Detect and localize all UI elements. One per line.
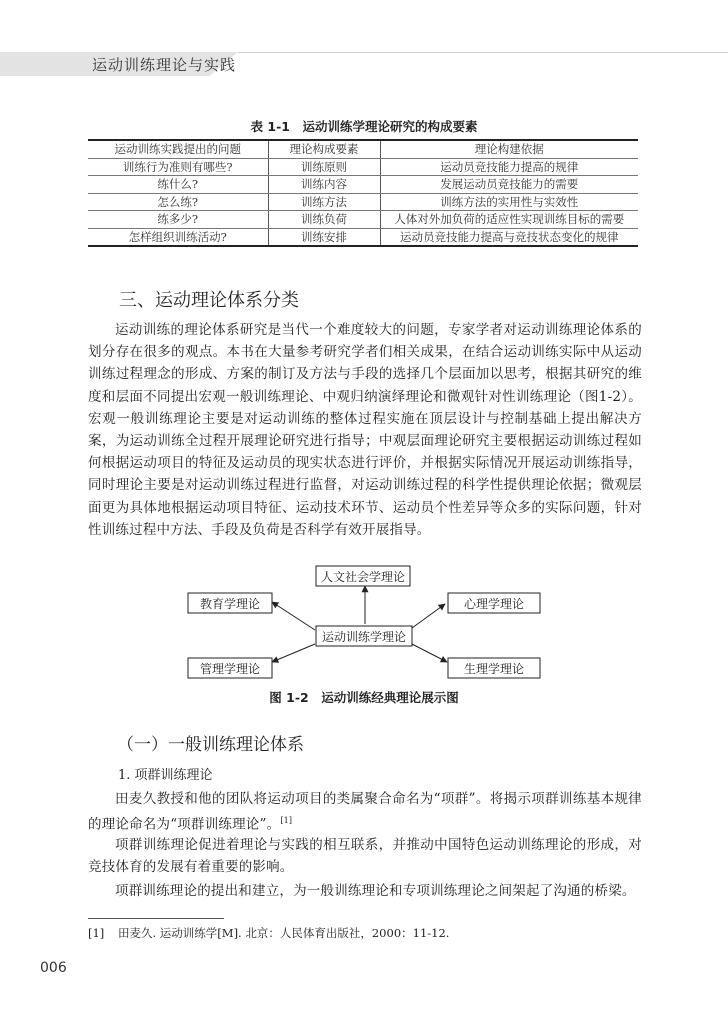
table-cell: 训练原则 <box>268 158 380 176</box>
table-row <box>88 176 638 194</box>
footnote <box>88 925 449 941</box>
table-header-row <box>88 140 638 158</box>
body-paragraph-1: 运动训练的理论体系研究是当代一个难度较大的问题，专家学者对运动训练理论体系的划分存在很多的观点。本书在大量参考研究学者们相关成果，在结合运动训练实际中从运动训练过程理念的形成、方案的制订及方法与手段的选择几个层面加以思考，根据其研究的维度和层面不同提出宏观一般训练理论、中观归纳演绎理论和微观针对性训练理论（图1-2）。宏观一般训练理论主要是对运动训练的整体过程实施在顶层设计与控制基础上提出解决方案，为运动训练全过程开展理论研究进行指导；中观层面理论研究主要根据运动训练过程如何根据运动项目的特征及运动员的现实状态进行评价，并根据实际情况开展运动训练指导，同时理论主要是对运动训练过程进行监督，对运动训练过程的科学性提供理论依据；微观层面更为具体地根据运动项目特征、运动技术环节、运动员个性差异等众多的实际问题，针对性训练过程中方法、手段及负荷是否科学有效开展指导。 <box>88 322 642 538</box>
node-center: 运动训练学理论 <box>321 630 407 644</box>
table-cell: 训练行为准则有哪些? <box>88 158 268 176</box>
arrow-to-right-upper <box>412 604 445 628</box>
table-row <box>88 193 638 211</box>
theory-diagram <box>0 562 728 682</box>
arrow-to-left-upper <box>272 602 315 630</box>
table-caption: 表 1-1 运动训练学理论研究的构成要素 <box>250 119 478 134</box>
table-cell: 人体对外加负荷的适应性实现训练目标的需要 <box>380 211 638 229</box>
running-header-title: 运动训练理论与实践 <box>92 56 237 74</box>
node-top: 人文社会学理论 <box>320 570 406 584</box>
minor-heading: 1. 项群训练理论 <box>118 768 213 783</box>
table-cell: 训练方法的实用性与实效性 <box>380 193 638 211</box>
node-left-upper: 教育学理论 <box>199 597 261 611</box>
table-cell: 训练内容 <box>268 176 380 194</box>
node-right-upper: 心理学理论 <box>463 597 525 611</box>
table-cell: 训练安排 <box>268 228 380 246</box>
footnote-text: 田麦久. 运动训练学[M]. 北京：人民体育出版社，2000：11-12. <box>118 926 450 940</box>
table-cell: 练什么? <box>88 176 268 194</box>
table-cell: 发展运动员竞技能力的需要 <box>380 176 638 194</box>
node-right-lower: 生理学理论 <box>463 662 525 676</box>
table-row <box>88 211 638 229</box>
table-cell: 怎么练? <box>88 193 268 211</box>
subsection-title: （一）一般训练理论体系 <box>117 735 304 755</box>
table-row <box>88 158 638 176</box>
footnote-rule <box>88 918 224 919</box>
table-cell: 运动员竞技能力提高的规律 <box>380 158 638 176</box>
table-header-cell: 运动训练实践提出的问题 <box>88 140 268 158</box>
footnote-reference: [1] <box>280 816 293 826</box>
running-header-rule <box>238 52 728 53</box>
body-paragraph-3: 项群训练理论促进着理论与实践的相互联系，并推动中国特色运动训练理论的形成，对竞技体育的发展有着重要的影响。 <box>88 837 642 876</box>
body-paragraph-2-text: 田麦久教授和他的团队将运动项目的类属聚合命名为“项群”。将揭示项群训练基本规律的理论命名为“项群训练理论”。 <box>88 791 642 833</box>
table-cell: 怎样组织训练活动? <box>88 228 268 246</box>
table-cell: 训练方法 <box>268 193 380 211</box>
body-paragraph-4: 项群训练理论的提出和建立，为一般训练理论和专项训练理论之间架起了沟通的桥梁。 <box>115 883 636 899</box>
figure-caption: 图 1-2 运动训练经典理论展示图 <box>269 690 459 705</box>
arrow-to-right-lower <box>412 644 447 662</box>
table-cell: 训练负荷 <box>268 211 380 229</box>
section-title: 三、运动理论体系分类 <box>119 290 299 311</box>
arrow-to-left-lower <box>272 644 315 662</box>
page-number: 006 <box>40 960 67 976</box>
body-paragraph-2 <box>88 788 642 836</box>
table-row <box>88 228 638 246</box>
table-header-cell: 理论构建依据 <box>380 140 638 158</box>
table-header-cell: 理论构成要素 <box>268 140 380 158</box>
node-left-lower: 管理学理论 <box>199 662 261 676</box>
footnote-marker: [1] <box>88 926 105 940</box>
table-cell: 练多少? <box>88 211 268 229</box>
table-cell: 运动员竞技能力提高与竞技状态变化的规律 <box>380 228 638 246</box>
requirements-table <box>88 139 638 247</box>
